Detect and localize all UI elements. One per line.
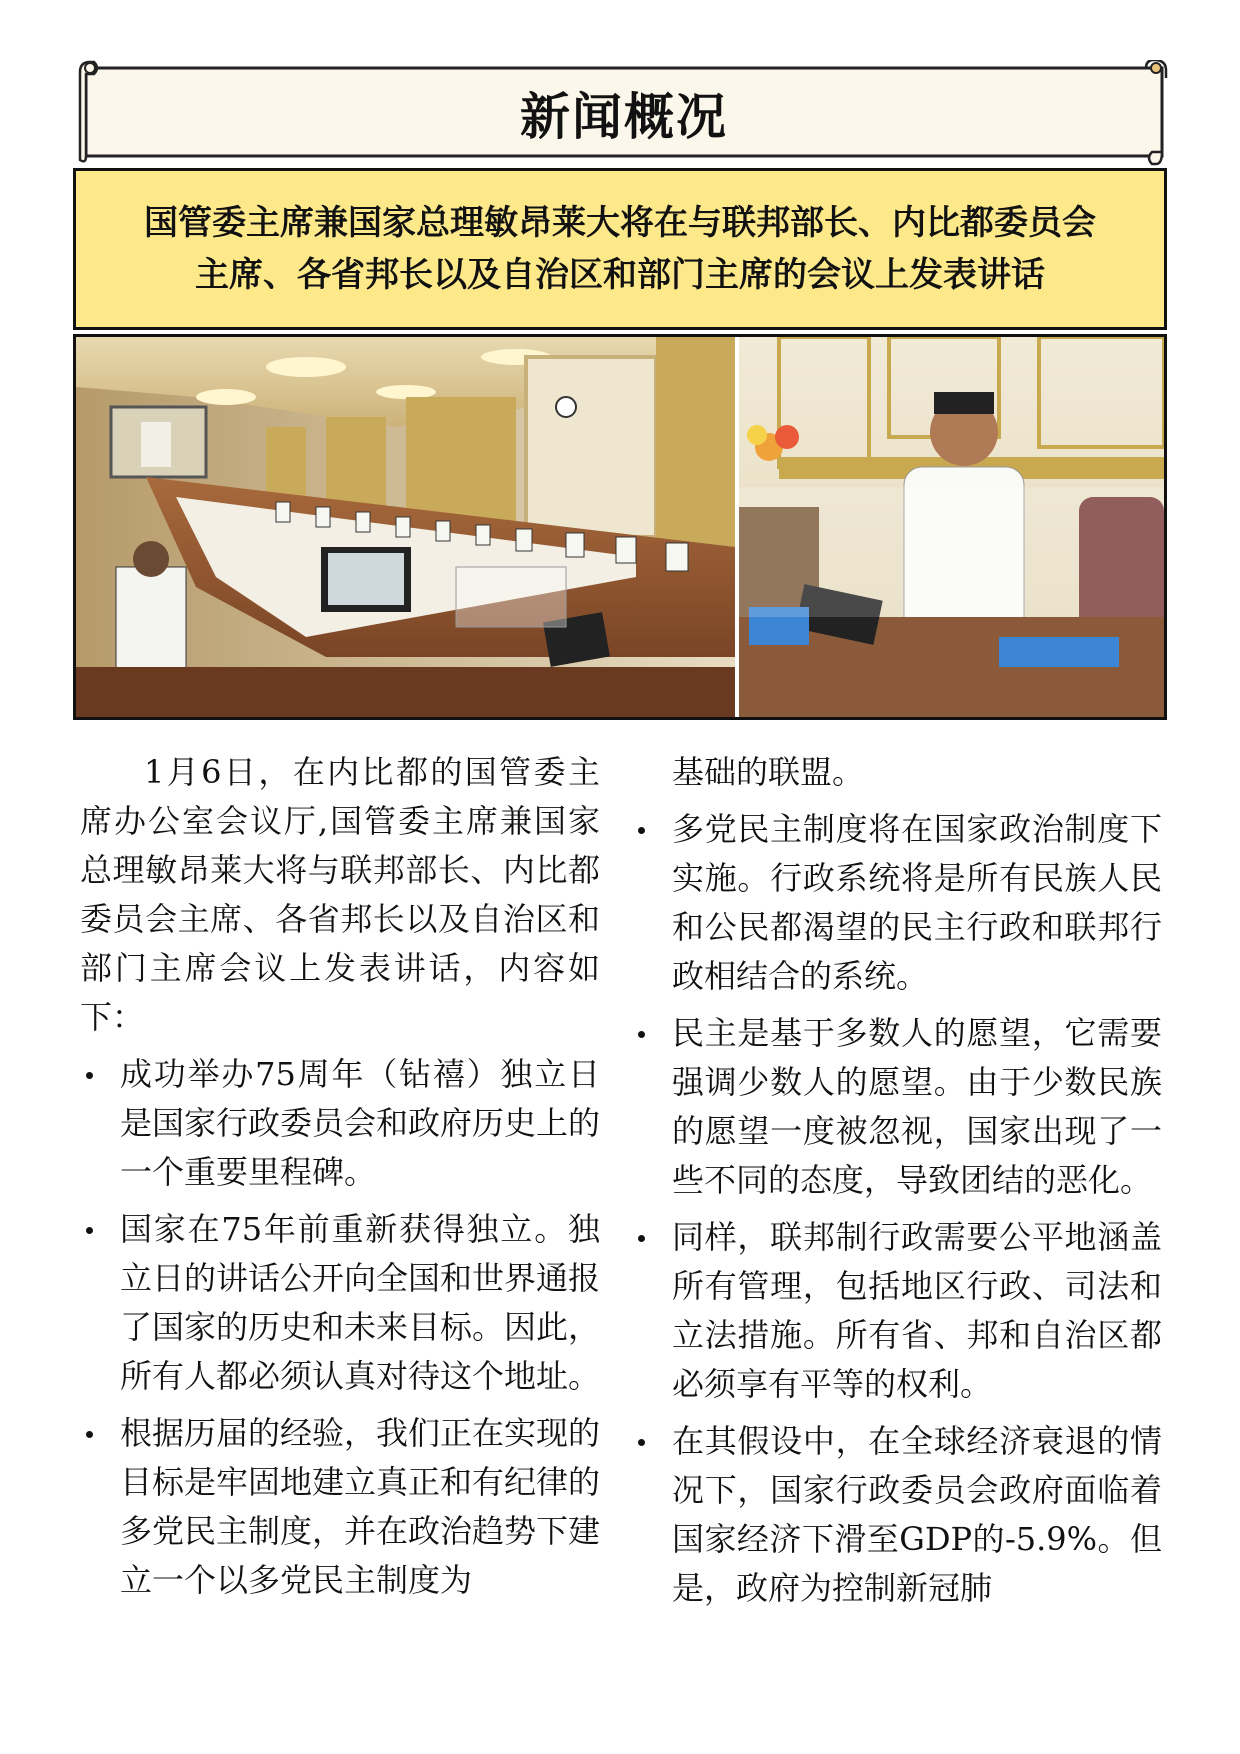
bullet-dot-icon	[638, 827, 645, 834]
headline-line-2: 主席、各省邦长以及自治区和部门主席的会议上发表讲话	[195, 255, 1045, 295]
list-item: 在其假设中，在全球经济衰退的情况下，国家行政委员会政府面临着国家经济下滑至GDP的-5.9%。但是，政府为控制新冠肺	[632, 1417, 1162, 1613]
intro-paragraph: 1月6日，在内比都的国管委主席办公室会议厅,国管委主席兼国家总理敏昂莱大将与联邦部长、内比都委员会主席、各省邦长以及自治区和部门主席会议上发表讲话，内容如下：	[80, 753, 600, 1036]
headline-box	[73, 168, 1167, 330]
list-item: 多党民主制度将在国家政治制度下实施。行政系统将是所有民族人民和公民都渴望的民主行政和联邦行政相结合的系统。	[632, 805, 1162, 1001]
photo-strip	[73, 334, 1167, 720]
title-banner	[78, 60, 1170, 166]
bullet-dot-icon	[638, 1439, 645, 1446]
headline-line-1: 国管委主席兼国家总理敏昂莱大将在与联邦部长、内比都委员会	[144, 203, 1096, 243]
page-title: 新闻概况	[520, 87, 728, 146]
list-item: 同样，联邦制行政需要公平地涵盖所有管理，包括地区行政、司法和立法措施。所有省、邦和自治区都必须享有平等的权利。	[632, 1213, 1162, 1409]
bullet-dot-icon	[86, 1227, 93, 1234]
list-item: 民主是基于多数人的愿望，它需要强调少数人的愿望。由于少数民族的愿望一度被忽视，国家出现了一些不同的态度，导致团结的恶化。	[632, 1009, 1162, 1205]
article-column-left	[80, 748, 600, 1613]
continued-text: 基础的联盟。	[672, 753, 865, 791]
speaker-photo	[739, 337, 1164, 717]
meeting-hall-photo	[76, 337, 735, 717]
bullet-list-right	[632, 805, 1162, 1613]
list-item: 成功举办75周年（钻禧）独立日是国家行政委员会和政府历史上的一个重要里程碑。	[80, 1050, 600, 1197]
bullet-dot-icon	[86, 1431, 93, 1438]
bullet-list-left	[80, 1050, 600, 1605]
bullet-dot-icon	[638, 1031, 645, 1038]
bullet-dot-icon	[638, 1235, 645, 1242]
bullet-dot-icon	[86, 1072, 93, 1079]
article-column-right	[632, 748, 1162, 1621]
list-item: 国家在75年前重新获得独立。独立日的讲话公开向全国和世界通报了国家的历史和未来目标。因此，所有人都必须认真对待这个地址。	[80, 1205, 600, 1401]
list-item: 根据历届的经验，我们正在实现的目标是牢固地建立真正和有纪律的多党民主制度，并在政治趋势下建立一个以多党民主制度为	[80, 1409, 600, 1605]
